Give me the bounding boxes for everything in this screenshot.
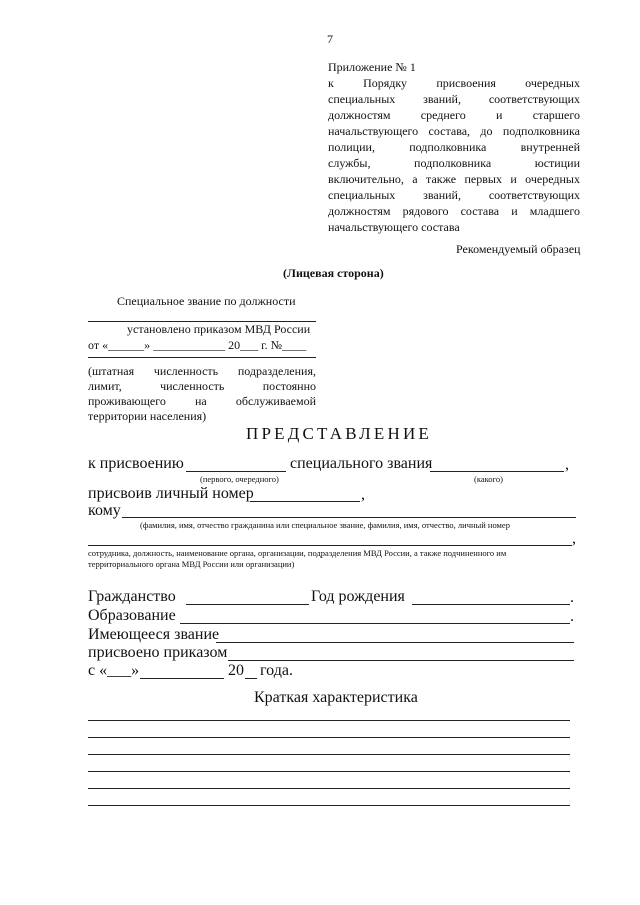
personal-number-label: присвоив личный номер	[88, 485, 254, 502]
personal-number-field[interactable]	[250, 501, 360, 502]
hint-fio: (фамилия, имя, отчество гражданина или специальное звание, фамилия, имя, отчество, личный номер	[140, 520, 510, 530]
assigned-order-label: присвоено приказом	[88, 644, 228, 661]
education-field[interactable]	[180, 623, 570, 624]
year-suffix: года.	[260, 662, 293, 679]
existing-rank-label: Имеющееся звание	[88, 626, 220, 643]
citizenship-field[interactable]	[186, 604, 309, 605]
appendix-line: полиции, подполковника внутренней	[328, 140, 580, 154]
period: .	[570, 608, 574, 625]
hint-first-next: (первого, очередного)	[200, 474, 279, 484]
appendix-line: должностям среднего и старшего	[328, 108, 580, 122]
assigned-order-field[interactable]	[228, 660, 574, 661]
hint-employee-2: территориального органа МВД России или организации)	[88, 559, 295, 569]
hint-which: (какого)	[474, 474, 503, 484]
hint-employee-1: сотрудника, должность, наименование органа, организации, подразделения МВД России, а также подчиненного им	[88, 548, 507, 558]
period: .	[570, 589, 574, 606]
appendix-line: службы, подполковника юстиции	[328, 156, 580, 170]
appendix-line: включительно, а также первых и очередных	[328, 172, 580, 186]
heading-predstavlenie: ПРЕДСТАВЛЕНИЕ	[246, 424, 433, 443]
characteristic-line[interactable]	[88, 788, 570, 789]
to-whom-field[interactable]	[122, 517, 576, 518]
first-next-field[interactable]	[186, 471, 286, 472]
characteristic-line[interactable]	[88, 754, 570, 755]
established-by-order: установлено приказом МВД России	[127, 322, 311, 336]
staff-note-line: проживающего на обслуживаемой	[88, 394, 316, 408]
comma: ,	[572, 530, 576, 547]
which-rank-field[interactable]	[430, 471, 564, 472]
rank-by-position: Специальное звание по должности	[117, 294, 296, 308]
staff-note-line: лимит, численность постоянно	[88, 379, 316, 393]
employee-field[interactable]	[88, 545, 572, 546]
comma: ,	[565, 456, 569, 473]
recommended-sample: Рекомендуемый образец	[456, 242, 581, 256]
existing-rank-field[interactable]	[216, 642, 574, 643]
to-whom-label: кому	[88, 502, 121, 519]
citizenship-label: Гражданство	[88, 588, 176, 605]
appendix-line: специальных званий, соответствующих	[328, 92, 580, 106]
date-month-field[interactable]	[140, 678, 224, 679]
appendix-title: Приложение № 1	[328, 60, 416, 74]
year-20: 20	[228, 662, 244, 679]
to-assign-label: к присвоению	[88, 455, 184, 472]
appendix-line: должностям рядового состава и младшего	[328, 204, 580, 218]
page-number: 7	[327, 32, 333, 46]
staff-line	[88, 357, 316, 358]
appendix-line: начальствующего состава	[328, 220, 460, 234]
characteristic-line[interactable]	[88, 737, 570, 738]
staff-note-line: территории населения)	[88, 409, 207, 423]
characteristic-heading: Краткая характеристика	[254, 689, 418, 706]
birth-year-label: Год рождения	[311, 588, 405, 605]
year-field[interactable]	[245, 678, 257, 679]
order-date-line: от «______» ____________ 20___ г. №____	[88, 338, 307, 352]
appendix-line: к Порядку присвоения очередных	[328, 76, 580, 90]
birth-year-field[interactable]	[412, 604, 570, 605]
comma: ,	[361, 486, 365, 503]
staff-note-line: (штатная численность подразделения,	[88, 364, 316, 378]
appendix-line: специальных званий, соответствующих	[328, 188, 580, 202]
characteristic-line[interactable]	[88, 805, 570, 806]
date-prefix: с «___»	[88, 662, 140, 679]
characteristic-line[interactable]	[88, 771, 570, 772]
special-rank-label: специального звания	[290, 455, 433, 472]
education-label: Образование	[88, 607, 176, 624]
side-label: (Лицевая сторона)	[283, 266, 384, 280]
characteristic-line[interactable]	[88, 720, 570, 721]
appendix-line: начальствующего состава, до подполковника	[328, 124, 580, 138]
